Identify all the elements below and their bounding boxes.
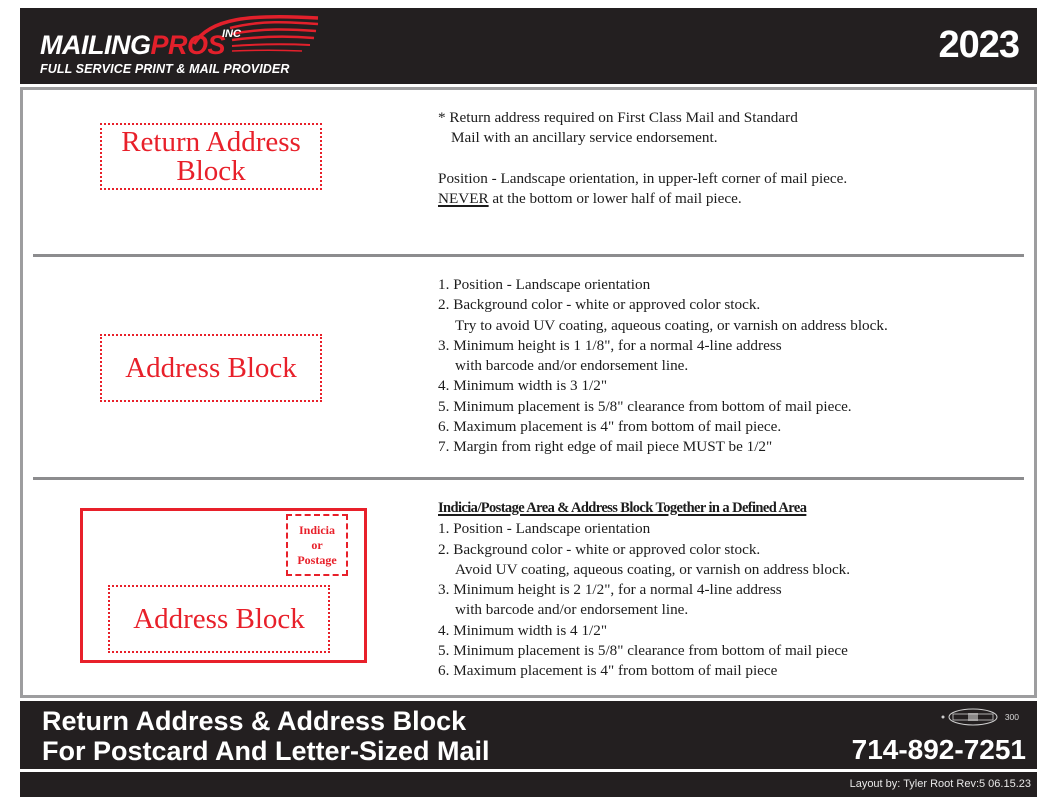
company-logo <box>40 22 320 82</box>
never-line: NEVER at the bottom or lower half of mail piece. <box>438 189 742 207</box>
footer-bar <box>20 701 1037 769</box>
diagram-label: Block <box>176 154 246 187</box>
return-address-notes <box>438 108 847 209</box>
section-divider <box>33 254 1024 257</box>
indicia-label: Indicia <box>298 522 335 537</box>
logo-mailing: MAILING <box>40 30 151 60</box>
requirement-item: 3. Minimum height is 2 1/2", for a normal 4-line address <box>438 581 782 599</box>
section-heading: Indicia/Postage Area & Address Block Together in a Defined Area <box>438 500 807 516</box>
document-title <box>42 706 490 766</box>
address-block-diagram <box>100 334 322 402</box>
requirement-item: 4. Minimum width is 4 1/2" <box>438 621 608 639</box>
logo-tagline: FULL SERVICE PRINT & MAIL PROVIDER <box>40 62 290 76</box>
title-line: Return Address & Address Block <box>42 706 467 736</box>
requirement-item: 5. Minimum placement is 5/8" clearance from bottom of mail piece. <box>438 397 852 415</box>
requirement-item: 6. Maximum placement is 4" from bottom of mail piece <box>438 662 778 680</box>
requirement-continuation: Try to avoid UV coating, aqueous coating, or varnish on address block. <box>455 316 888 334</box>
diagram-label: Address Block <box>125 351 297 384</box>
logo-wordmark <box>40 30 225 60</box>
position-line: Position - Landscape orientation, in upper-left corner of mail piece. <box>438 169 848 187</box>
defined-area-requirements <box>438 498 850 682</box>
logo-inc: INC <box>222 28 241 40</box>
header-bar <box>20 8 1037 84</box>
requirement-continuation: with barcode and/or endorsement line. <box>455 357 689 375</box>
requirement-item: 7. Margin from right edge of mail piece MUST be 1/2" <box>438 438 773 456</box>
defined-area-address-block <box>108 585 330 653</box>
never-emphasis: NEVER <box>438 189 489 207</box>
footer-credit-bar <box>20 772 1037 797</box>
section-divider <box>33 477 1024 480</box>
indicia-label: or <box>311 537 323 552</box>
requirement-item: 6. Maximum placement is 4" from bottom of mail piece. <box>438 418 782 436</box>
requirement-item: 4. Minimum width is 3 1/2" <box>438 377 608 395</box>
union-label <box>940 708 1019 726</box>
indicia-postage-box <box>286 514 348 576</box>
return-address-block-diagram <box>100 123 322 190</box>
indicia-label: Postage <box>297 552 337 567</box>
diagram-label: Return Address <box>121 125 301 158</box>
phone-number[interactable]: 714-892-7251 <box>851 734 1026 765</box>
requirement-item: 1. Position - Landscape orientation <box>438 276 651 293</box>
requirement-item: 2. Background color - white or approved color stock. <box>438 296 761 314</box>
title-line: For Postcard And Letter-Sized Mail <box>42 736 490 766</box>
requirement-continuation: Avoid UV coating, aqueous coating, or varnish on address block. <box>455 560 851 578</box>
union-label-icon <box>940 708 1002 726</box>
requirement-continuation: with barcode and/or endorsement line. <box>455 601 689 619</box>
requirement-item: 5. Minimum placement is 5/8" clearance from bottom of mail piece <box>438 642 848 660</box>
year-label: 2023 <box>938 24 1019 66</box>
note-line: Mail with an ancillary service endorsement. <box>451 129 718 147</box>
note-line: * Return address required on First Class Mail and Standard <box>438 109 798 126</box>
requirement-item: 3. Minimum height is 1 1/8", for a normal 4-line address <box>438 336 782 354</box>
requirement-item: 1. Position - Landscape orientation <box>438 520 651 538</box>
diagram-label: Address Block <box>133 602 305 635</box>
logo-pros: PROS <box>150 30 226 60</box>
address-block-requirements <box>438 275 888 458</box>
requirement-item: 2. Background color - white or approved color stock. <box>438 540 761 558</box>
union-label-number: 300 <box>1004 712 1019 722</box>
layout-credit: Layout by: Tyler Root Rev:5 06.15.23 <box>849 778 1031 790</box>
